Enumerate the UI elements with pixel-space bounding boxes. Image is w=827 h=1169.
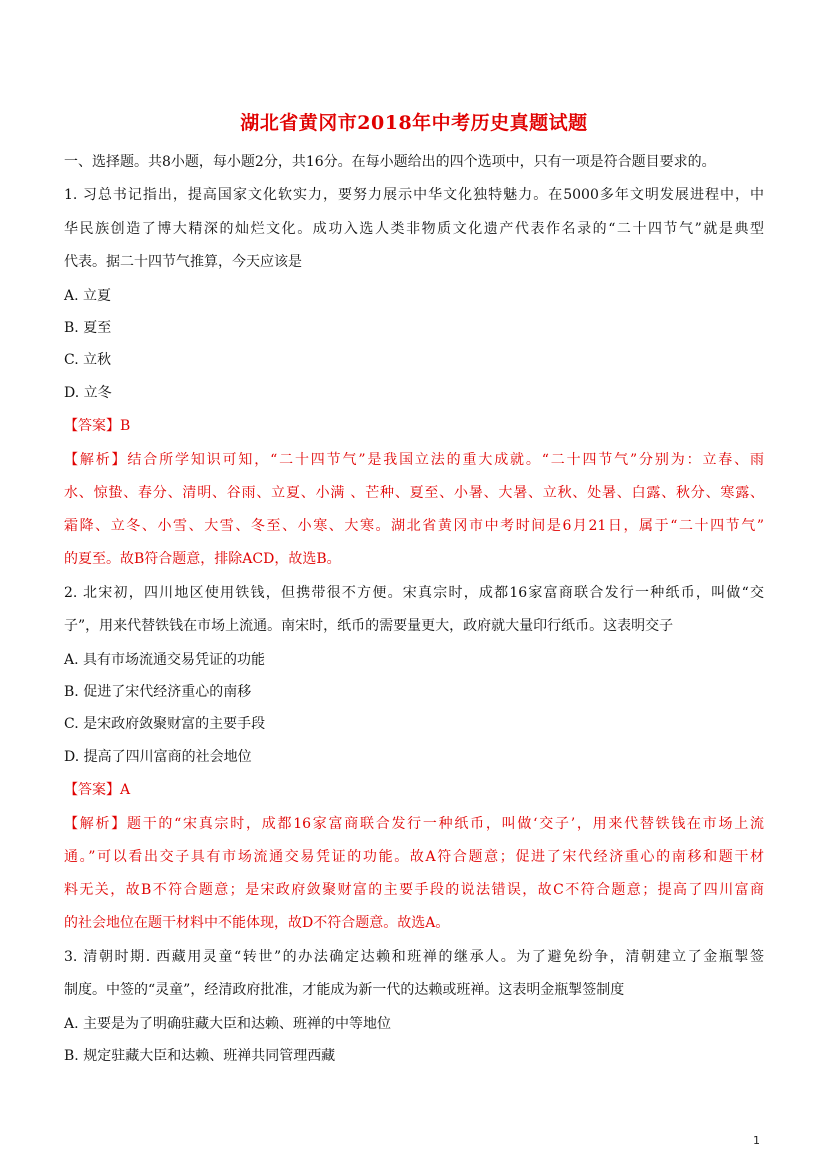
document-page bbox=[64, 0, 764, 1169]
answer-tag: 【答案】 bbox=[64, 418, 120, 434]
q2-analysis-line-2: 通。”可以看出交子具有市场流通交易凭证的功能。故A符合题意；促进了宋代经济重心的南移和题干材 bbox=[64, 849, 764, 865]
analysis-text: 题干的“宋真宗时，成都16家富商联合发行一种纸币，叫做‘交子’，用来代替铁钱在市场上流 bbox=[126, 816, 765, 832]
q1-analysis-line-3: 霜降、立冬、小雪、大雪、冬至、小寒、大寒。湖北省黄冈市中考时间是6月21日，属于“二十四节气” bbox=[64, 518, 764, 534]
q1-option-a: A. 立夏 bbox=[64, 288, 112, 304]
q1-stem-line-2: 华民族创造了博大精深的灿烂文化。成功入选人类非物质文化遗产代表作名录的“二十四节气”就是典型 bbox=[64, 221, 764, 237]
answer-value: A bbox=[120, 782, 131, 798]
q1-option-d: D. 立冬 bbox=[64, 385, 112, 401]
q1-stem-line-1: 1. 习总书记指出，提高国家文化软实力，要努力展示中华文化独特魅力。在5000多年文明发展进程中，中 bbox=[64, 187, 764, 203]
q1-option-c: C. 立秋 bbox=[64, 352, 112, 368]
q1-analysis-line-1 bbox=[64, 450, 764, 470]
q2-stem-line-1: 2. 北宋初，四川地区使用铁钱，但携带很不方便。宋真宗时，成都16家富商联合发行一种纸币，叫做“交 bbox=[64, 585, 764, 601]
answer-value: B bbox=[120, 418, 131, 434]
q2-analysis-line-3: 料无关，故B不符合题意；是宋政府敛聚财富的主要手段的说法错误，故C不符合题意；提高了四川富商 bbox=[64, 882, 764, 898]
q1-option-b: B. 夏至 bbox=[64, 320, 112, 336]
q2-analysis-line-1 bbox=[64, 814, 764, 834]
q1-analysis-line-4: 的夏至。故B符合题意，排除ACD，故选B。 bbox=[64, 551, 341, 567]
q2-option-a: A. 具有市场流通交易凭证的功能 bbox=[64, 652, 266, 668]
analysis-text: 结合所学知识可知，“二十四节气”是我国立法的重大成就。“二十四节气”分别为：立春、雨 bbox=[127, 452, 764, 468]
analysis-tag: 【解析】 bbox=[64, 816, 127, 832]
q2-stem-line-2: 子”，用来代替铁钱在市场上流通。南宋时，纸币的需要量更大，政府就大量印行纸币。这表明交子 bbox=[64, 618, 674, 634]
q3-stem-line-2: 制度。中签的“灵童”，经清政府批准，才能成为新一代的达赖或班禅。这表明金瓶掣签制度 bbox=[64, 982, 625, 998]
q1-answer bbox=[64, 416, 764, 436]
q1-stem-line-3: 代表。据二十四节气推算，今天应该是 bbox=[64, 254, 302, 270]
q2-option-b: B. 促进了宋代经济重心的南移 bbox=[64, 684, 252, 700]
q2-analysis-line-4: 的社会地位在题干材料中不能体现，故D不符合题意。故选A。 bbox=[64, 915, 450, 931]
q3-stem-line-1: 3. 清朝时期. 西藏用灵童“转世”的办法确定达赖和班禅的继承人。为了避免纷争，清朝建立了金瓶掣签 bbox=[64, 949, 764, 965]
document-title: 湖北省黄冈市2018年中考历史真题试题 bbox=[240, 112, 588, 134]
q2-option-c: C. 是宋政府敛聚财富的主要手段 bbox=[64, 716, 266, 732]
answer-tag: 【答案】 bbox=[64, 782, 120, 798]
analysis-tag: 【解析】 bbox=[64, 452, 128, 468]
q3-option-b: B. 规定驻藏大臣和达赖、班禅共同管理西藏 bbox=[64, 1048, 336, 1064]
q1-analysis-line-2: 水、惊蛰、春分、清明、谷雨、立夏、小满 、芒种、夏至、小暑、大暑、立秋、处暑、白露、秋分、寒露、 bbox=[64, 485, 764, 501]
section-header: 一、选择题。共8小题，每小题2分，共16分。在每小题给出的四个选项中，只有一项是符合题目要求的。 bbox=[64, 154, 716, 170]
q2-answer bbox=[64, 780, 764, 800]
q2-option-d: D. 提高了四川富商的社会地位 bbox=[64, 749, 252, 765]
page-number: 1 bbox=[753, 1134, 760, 1147]
q3-option-a: A. 主要是为了明确驻藏大臣和达赖、班禅的中等地位 bbox=[64, 1016, 392, 1032]
